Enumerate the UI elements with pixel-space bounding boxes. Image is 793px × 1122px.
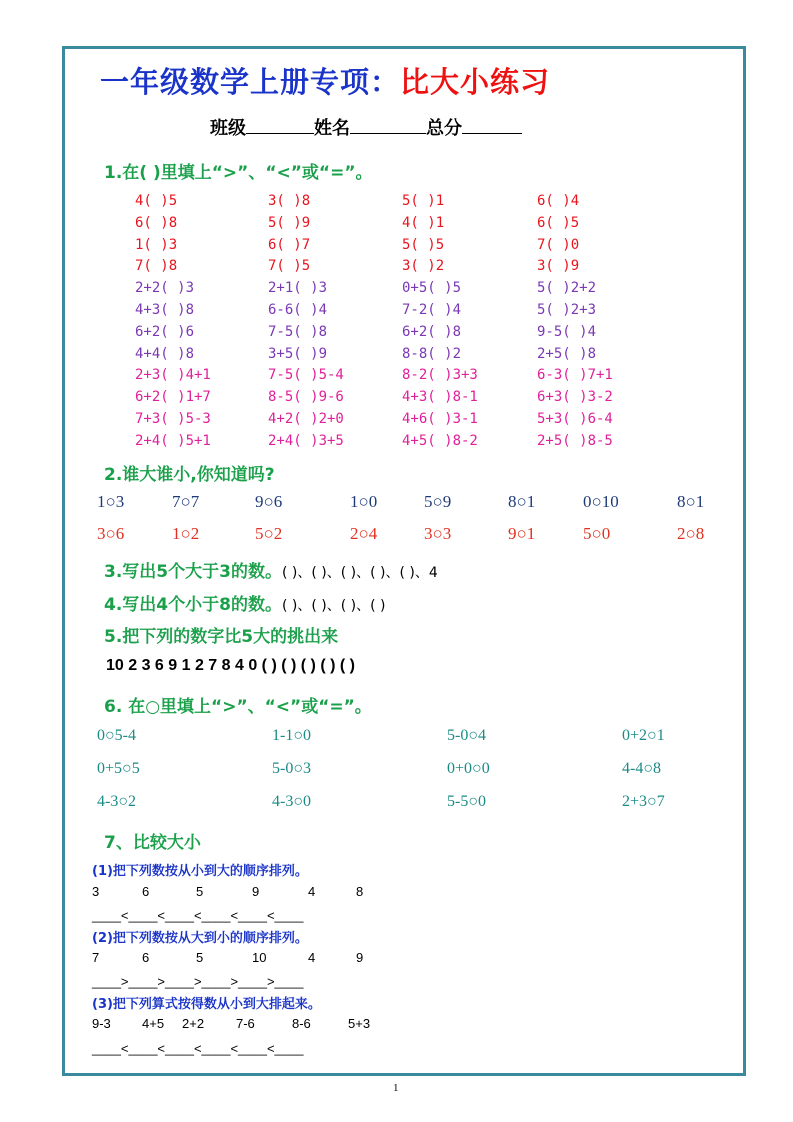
compare-blank-cell[interactable]: 7( )5	[268, 258, 311, 275]
compare-blank-cell[interactable]: 5( )2+2	[537, 280, 597, 297]
name-blank[interactable]	[350, 117, 426, 134]
compare-blank-cell[interactable]: 7-5( )5-4	[268, 367, 344, 384]
score-blank[interactable]	[462, 117, 522, 134]
compare-blank-cell[interactable]: 5( )1	[402, 193, 445, 209]
sort-item: 5	[196, 884, 204, 899]
compare-circle-item[interactable]: 0+2○1	[622, 727, 665, 744]
compare-blank-cell[interactable]: 2+5( )8	[537, 345, 597, 362]
compare-blank-cell[interactable]: 8-2( )3+3	[402, 367, 478, 384]
section-3-blanks[interactable]: ( )、( )、( )、( )、( )、4	[281, 565, 438, 581]
compare-blank-cell[interactable]: 6+3( )3-2	[537, 389, 613, 406]
score-label: 总分	[426, 118, 462, 139]
compare-circle-item[interactable]: 8○1	[677, 492, 705, 511]
sort-item: 10	[252, 950, 267, 965]
compare-blank-cell[interactable]: 6+2( )6	[135, 323, 195, 340]
compare-circle-item[interactable]: 4-3○0	[272, 793, 311, 810]
part-2-title: (2)把下列数按从大到小的顺序排列。	[92, 931, 308, 946]
compare-blank-cell[interactable]: 6+2( )8	[402, 323, 462, 340]
compare-circle-item[interactable]: 3○3	[424, 524, 452, 543]
compare-circle-item[interactable]: 0○5-4	[97, 727, 136, 744]
compare-circle-item[interactable]: 1○2	[172, 524, 200, 543]
compare-blank-cell[interactable]: 2+4( )3+5	[268, 432, 344, 449]
compare-blank-cell[interactable]: 3( )8	[268, 193, 311, 209]
sort-item: 9	[356, 950, 364, 965]
part-3-answer-line[interactable]: ____<____<____<____<____<____	[92, 1041, 304, 1056]
compare-blank-cell[interactable]: 7( )0	[537, 236, 580, 253]
section-1-title: 1.在( )里填上“>”、“<”或“=”。	[104, 163, 373, 183]
compare-blank-cell[interactable]: 3+5( )9	[268, 345, 328, 362]
compare-blank-cell[interactable]: 6( )8	[135, 214, 178, 231]
compare-blank-cell[interactable]: 0+5( )5	[402, 280, 462, 297]
compare-circle-item[interactable]: 2+3○7	[622, 793, 665, 810]
student-info	[210, 114, 522, 140]
compare-blank-cell[interactable]: 2+1( )3	[268, 280, 328, 297]
compare-blank-cell[interactable]: 8-8( )2	[402, 345, 462, 362]
sort-item: 8-6	[292, 1016, 311, 1031]
compare-circle-item[interactable]: 5-5○0	[447, 793, 486, 810]
compare-blank-cell[interactable]: 5+3( )6-4	[537, 411, 613, 427]
name-label: 姓名	[314, 118, 350, 139]
compare-circle-item[interactable]: 5-0○3	[272, 760, 311, 777]
sort-item: 7	[92, 950, 100, 965]
compare-blank-cell[interactable]: 4+4( )8	[135, 345, 195, 362]
compare-circle-item[interactable]: 3○6	[97, 524, 125, 543]
compare-circle-item[interactable]: 5○9	[424, 492, 452, 511]
compare-blank-cell[interactable]: 7-5( )8	[268, 323, 328, 340]
compare-blank-cell[interactable]: 4+2( )2+0	[268, 411, 344, 427]
title-main: 一年级数学上册专项：	[100, 65, 401, 99]
compare-blank-cell[interactable]: 2+2( )3	[135, 280, 195, 297]
title-topic: 比大小练习	[400, 65, 551, 99]
compare-circle-item[interactable]: 2○8	[677, 524, 705, 543]
sort-item: 6	[142, 950, 150, 965]
sort-item: 3	[92, 884, 100, 899]
compare-circle-item[interactable]: 0+5○5	[97, 760, 140, 777]
compare-blank-cell[interactable]: 6+2( )1+7	[135, 389, 211, 406]
part-3-title: (3)把下列算式按得数从小到大排起来。	[92, 997, 321, 1012]
compare-blank-cell[interactable]: 6-6( )4	[268, 302, 328, 318]
compare-blank-cell[interactable]: 4+5( )8-2	[402, 432, 478, 449]
compare-blank-cell[interactable]: 7-2( )4	[402, 302, 462, 318]
compare-circle-item[interactable]: 0○10	[583, 492, 619, 511]
section-5-title: 5.把下列的数字比5大的挑出来	[104, 627, 339, 647]
sort-item: 5	[196, 950, 204, 965]
compare-blank-cell[interactable]: 6( )7	[268, 236, 311, 253]
compare-blank-cell[interactable]: 2+5( )8-5	[537, 432, 613, 449]
compare-blank-cell[interactable]: 5( )5	[402, 236, 445, 253]
compare-blank-cell[interactable]: 6( )5	[537, 214, 580, 231]
sort-item: 5+3	[348, 1016, 371, 1031]
compare-blank-cell[interactable]: 6-3( )7+1	[537, 367, 613, 384]
compare-blank-cell[interactable]: 5( )2+3	[537, 302, 597, 318]
part-1-title: (1)把下列数按从小到大的顺序排列。	[92, 864, 308, 879]
section-7-title: 7、比较大小	[104, 833, 201, 853]
part-2-answer-line[interactable]: ____>____>____>____>____>____	[92, 974, 304, 989]
compare-circle-item[interactable]: 1○3	[97, 492, 125, 511]
compare-blank-cell[interactable]: 6( )4	[537, 193, 580, 209]
sort-item: 9-3	[92, 1016, 111, 1031]
compare-blank-cell[interactable]: 9-5( )4	[537, 323, 597, 340]
compare-circle-item[interactable]: 4-4○8	[622, 760, 661, 777]
compare-blank-cell[interactable]: 4+3( )8-1	[402, 389, 478, 406]
compare-circle-item[interactable]: 9○6	[255, 492, 283, 511]
sort-item: 7-6	[236, 1016, 255, 1031]
compare-blank-cell[interactable]: 7( )8	[135, 258, 178, 275]
compare-blank-cell[interactable]: 4+6( )3-1	[402, 411, 478, 427]
compare-circle-item[interactable]: 2○4	[350, 524, 378, 543]
compare-blank-cell[interactable]: 4+3( )8	[135, 302, 195, 318]
compare-circle-item[interactable]: 1-1○0	[272, 727, 311, 744]
class-blank[interactable]	[246, 117, 314, 134]
compare-blank-cell[interactable]: 8-5( )9-6	[268, 389, 344, 406]
section-4-label: 4.写出4个小于8的数。	[104, 595, 282, 615]
compare-blank-cell[interactable]: 2+3( )4+1	[135, 367, 211, 384]
compare-circle-item[interactable]: 1○0	[350, 492, 378, 511]
compare-circle-item[interactable]: 9○1	[508, 524, 536, 543]
compare-blank-cell[interactable]: 7+3( )5-3	[135, 411, 211, 427]
compare-circle-item[interactable]: 5○2	[255, 524, 283, 543]
compare-circle-item[interactable]: 4-3○2	[97, 793, 136, 810]
sort-item: 2+2	[182, 1016, 205, 1031]
compare-blank-cell[interactable]: 4( )5	[135, 193, 178, 209]
compare-circle-item[interactable]: 7○7	[172, 492, 200, 511]
compare-blank-cell[interactable]: 1( )3	[135, 236, 178, 253]
section-3-label: 3.写出5个大于3的数。	[104, 562, 282, 582]
compare-circle-item[interactable]: 5-0○4	[447, 727, 486, 744]
compare-blank-cell[interactable]: 3( )9	[537, 258, 580, 275]
compare-circle-item[interactable]: 0+0○0	[447, 760, 490, 777]
sort-item: 8	[356, 884, 364, 899]
sort-item: 4+5	[142, 1016, 165, 1031]
part-1-answer-line[interactable]: ____<____<____<____<____<____	[92, 908, 304, 923]
section-6-title: 6. 在○里填上“>”、“<”或“=”。	[104, 697, 372, 717]
section-5-numbers[interactable]: 10 2 3 6 9 1 2 7 8 4 0 ( ) ( ) ( ) ( ) ( )	[106, 657, 355, 674]
compare-blank-cell[interactable]: 2+4( )5+1	[135, 432, 211, 449]
compare-blank-cell[interactable]: 4( )1	[402, 214, 445, 231]
section-3-title	[104, 557, 438, 582]
sort-item: 4	[308, 950, 316, 965]
compare-circle-item[interactable]: 8○1	[508, 492, 536, 511]
section-4-blanks[interactable]: ( )、( )、( )、( )	[281, 598, 386, 614]
compare-blank-cell[interactable]: 5( )9	[268, 214, 311, 231]
page-number: 1	[393, 1082, 399, 1094]
compare-circle-item[interactable]: 5○0	[583, 524, 611, 543]
section-4-title	[104, 590, 385, 615]
section-2-title: 2.谁大谁小,你知道吗?	[104, 465, 275, 485]
class-label: 班级	[210, 118, 246, 139]
compare-blank-cell[interactable]: 3( )2	[402, 258, 445, 275]
sort-item: 9	[252, 884, 260, 899]
sort-item: 6	[142, 884, 150, 899]
sort-item: 4	[308, 884, 316, 899]
page-title	[100, 60, 550, 101]
